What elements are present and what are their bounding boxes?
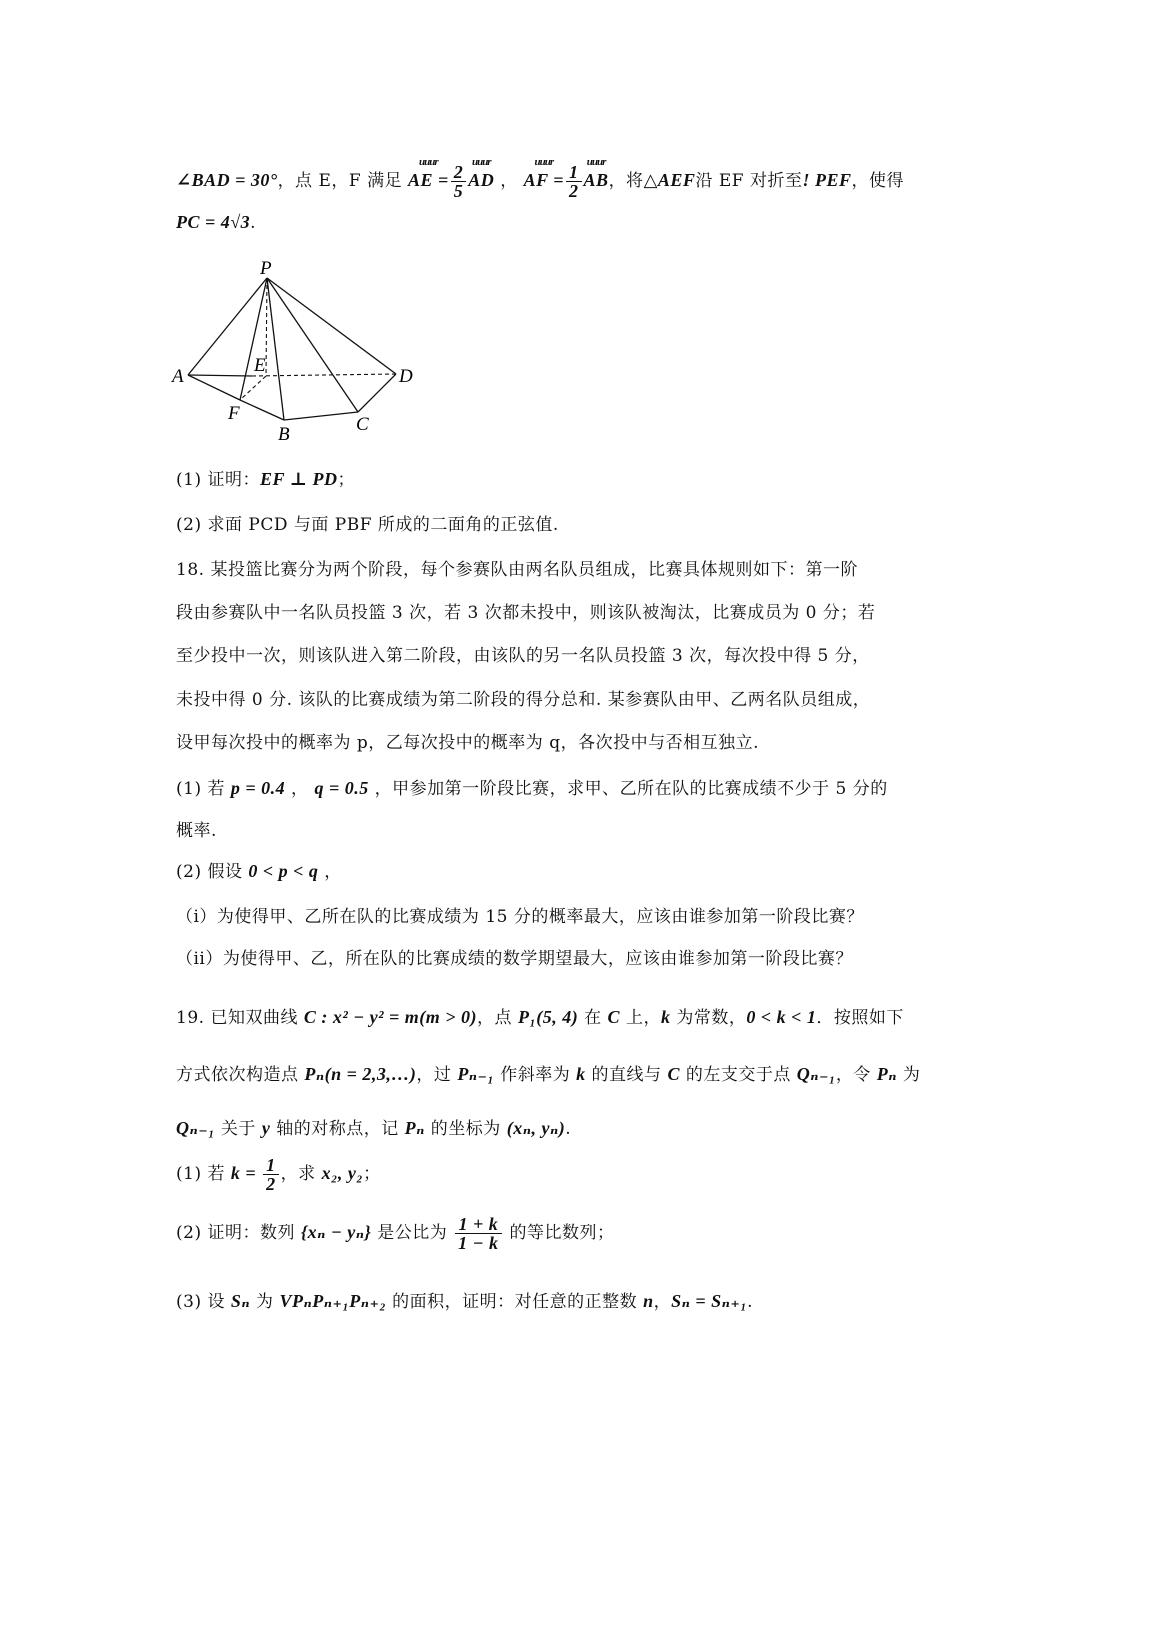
triangle-pef: ! PEF bbox=[802, 170, 852, 190]
pyramid-figure bbox=[170, 260, 430, 450]
pc-equation: PC = 4√3 bbox=[176, 212, 251, 232]
q19-part1: (1) 若 k = $\frac{1}{2}$ ，求 x₂, y₂； bbox=[176, 1155, 381, 1194]
q18-part1-line2: 概率. bbox=[176, 821, 217, 841]
ef-perp-pd: EF ⊥ PD bbox=[259, 469, 338, 489]
edge-ed bbox=[252, 374, 396, 376]
hyperbola-equation: C : x² − y² = m(m > 0) bbox=[303, 1007, 478, 1027]
vector-ab: uuur AB bbox=[583, 156, 609, 190]
q19-part2: (2) 证明：数列 {xₙ − yₙ} 是公比为 $\frac{1 + k}{1 - k}$ 的等比数列； bbox=[176, 1214, 615, 1253]
label-p: P bbox=[260, 260, 272, 279]
triangle-aef: △AEF bbox=[643, 170, 696, 190]
edge-pe bbox=[266, 278, 267, 376]
q19-line2: 方式依次构造点 Pₙ(n = 2,3,…)，过 Pₙ₋₁ 作斜率为 k 的直线与 C 的左支交于点 Qₙ₋₁，令 Pₙ 为 bbox=[176, 1064, 921, 1085]
q-value: q = 0.5 bbox=[314, 778, 369, 798]
fraction-two-fifths: $\frac{2}{5}$ bbox=[451, 163, 467, 200]
label-c: C bbox=[356, 414, 369, 435]
p-q-inequality: 0 < p < q bbox=[248, 861, 319, 881]
q18-line2: 段由参赛队中一名队员投篮 3 次，若 3 次都未投中，则该队被淘汰，比赛成员为 0 分；若 bbox=[176, 603, 876, 623]
q19-line1: 19. 已知双曲线 C : x² − y² = m(m > 0)，点 P₁(5, 4) 在 C 上，k 为常数，0 < k < 1．按照如下 bbox=[176, 1007, 904, 1028]
q17-part1: (1) 证明：EF ⊥ PD； bbox=[176, 469, 355, 490]
q18-line4: 未投中得 0 分. 该队的比赛成绩为第二阶段的得分总和. 某参赛队由甲、乙两名队员组成， bbox=[176, 690, 871, 710]
p-value: p = 0.4 bbox=[230, 778, 286, 798]
q19-part3: (3) 设 Sₙ 为 VPₙPₙ₊₁Pₙ₊₂ 的面积，证明：对任意的正整数 n，Sₙ = Sₙ₊₁. bbox=[176, 1291, 754, 1312]
label-e: E bbox=[254, 355, 266, 376]
vector-ae: uuur AE = bbox=[407, 156, 449, 190]
angle-bad: ∠BAD = 30° bbox=[176, 170, 278, 190]
edge-bc bbox=[284, 412, 358, 420]
edge-pd bbox=[267, 278, 396, 374]
edge-fb bbox=[240, 400, 284, 420]
q18-line3: 至少投中一次，则该队进入第二阶段，由该队的另一名队员投篮 3 次，每次投中得 5 分， bbox=[176, 646, 870, 666]
label-b: B bbox=[278, 424, 290, 445]
triangle-area: VPₙPₙ₊₁Pₙ₊₂ bbox=[279, 1291, 387, 1311]
label-f: F bbox=[228, 403, 240, 424]
q18-line5: 设甲每次投中的概率为 p，乙每次投中的概率为 q，各次投中与否相互独立. bbox=[176, 733, 759, 753]
fraction-one-half: $\frac{1}{2}$ bbox=[566, 163, 582, 200]
fraction-k-half: $\frac{1}{2}$ bbox=[263, 1156, 279, 1193]
edge-ae bbox=[188, 375, 252, 376]
q17-pc-line: PC = 4√3. bbox=[176, 212, 257, 233]
q18-line1: 18. 某投篮比赛分为两个阶段，每个参赛队由两名队员组成，比赛具体规则如下：第一阶 bbox=[176, 560, 858, 580]
vector-af: uuur AF = bbox=[523, 156, 565, 190]
q17-part2: (2) 求面 PCD 与面 PBF 所成的二面角的正弦值. bbox=[176, 515, 559, 535]
q18-part1: (1) 若 p = 0.4 ， q = 0.5 ，甲参加第一阶段比赛，求甲、乙所在队的比赛成绩不少于 5 分的 bbox=[176, 778, 888, 799]
label-a: A bbox=[172, 366, 184, 387]
q18-part2: (2) 假设 0 < p < q ， bbox=[176, 861, 342, 882]
edge-af bbox=[188, 375, 240, 400]
q19-line3: Qₙ₋₁ 关于 y 轴的对称点，记 Pₙ 的坐标为 (xₙ, yₙ). bbox=[176, 1118, 572, 1139]
fraction-ratio: $\frac{1 + k}{1 - k}$ bbox=[455, 1215, 501, 1252]
k-range: 0 < k < 1 bbox=[746, 1007, 817, 1027]
q18-part-i: （i）为使得甲、乙所在队的比赛成绩为 15 分的概率最大，应该由谁参加第一阶段比赛？ bbox=[176, 907, 864, 927]
vector-ad: uuur AD bbox=[468, 156, 495, 190]
label-d: D bbox=[399, 366, 413, 387]
q17-condition-line: ∠BAD = 30°，点 E，F 满足 uuur AE = $\frac{2}{5}$ uuur AD ， uuur AF = $\frac{1}{2}$ uuur AB，将△AEF沿 EF 对折至! PEF，使得 bbox=[176, 156, 904, 201]
q18-part-ii: （ii）为使得甲、乙，所在队的比赛成绩的数学期望最大，应该由谁参加第一阶段比赛？ bbox=[176, 949, 853, 969]
point-p1: P₁(5, 4) bbox=[517, 1007, 579, 1027]
edge-pf bbox=[240, 278, 267, 400]
edge-cd bbox=[358, 374, 396, 412]
